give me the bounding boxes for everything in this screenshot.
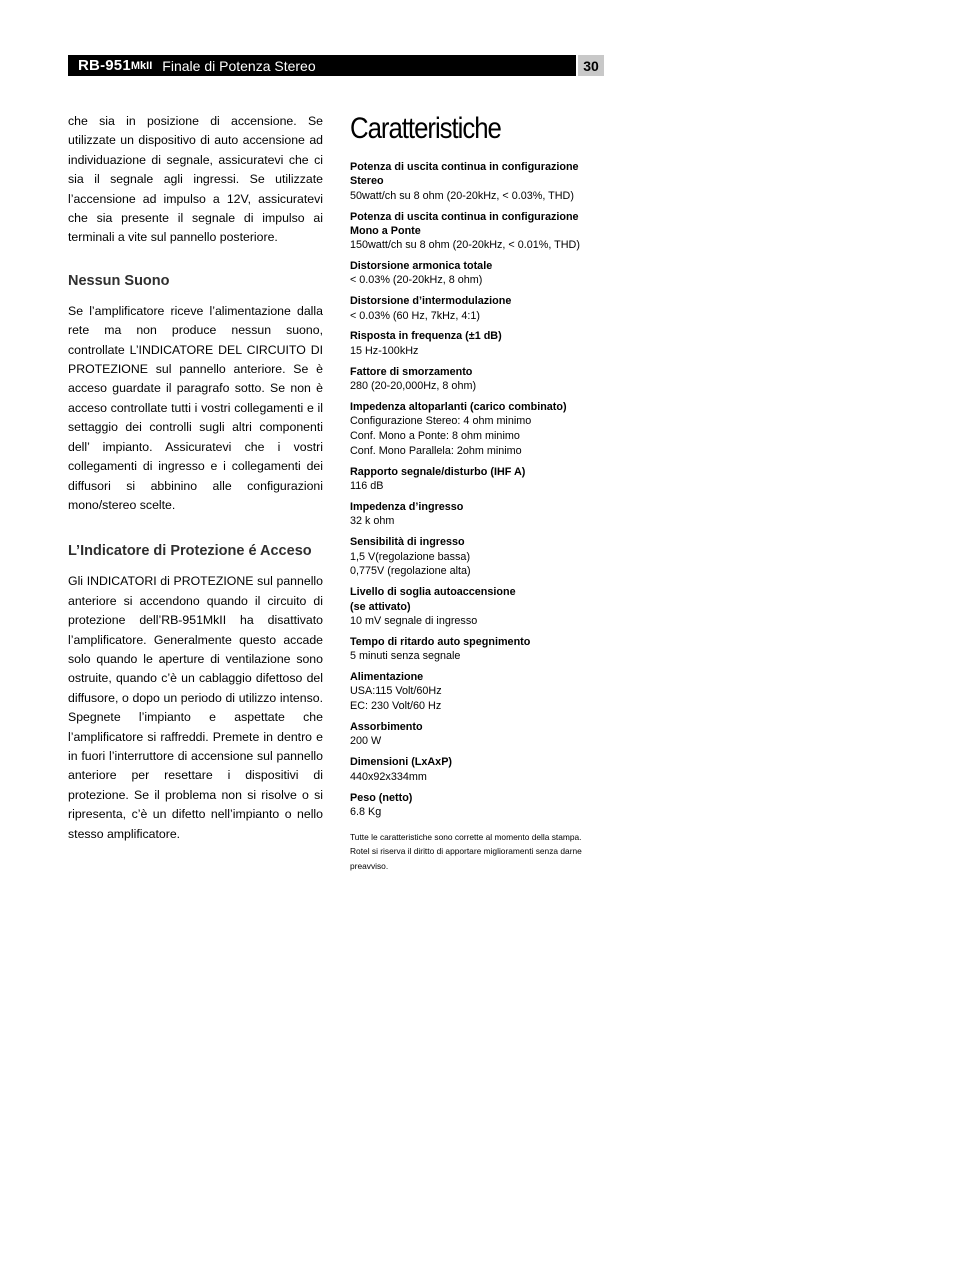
spec-item [350,791,600,820]
spec-item [350,400,600,459]
spec-value: 6.8 Kg [350,805,382,818]
spec-item [350,585,600,629]
spec-value: < 0.03% (60 Hz, 7kHz, 4:1) [350,309,480,322]
spec-value: < 0.03% (20-20kHz, 8 ohm) [350,274,483,287]
spec-label: Impedenza d’ingresso [350,501,464,514]
spec-item [350,329,600,358]
spec-list [350,160,600,820]
paragraph-indicatore-protezione: Gli INDICATORI di PROTEZIONE sul pannello anteriore si accendono quando il circuito di protezione dell’RB-951MkII ha disattivato l’amplificatore. Generalmente questo accade solo quando le aperture di ventilazione sono ostruite, quando c’è un cablaggio difettoso del diffusore, o dopo un periodo di utilizzo intenso. Spegnete l’impianto e aspettate che l’amplificatore si raffreddi. Premete in dentro e in fuori l’interruttore di accensione sul pannello anteriore per resettare i dispositivi di protezione. Se il problema non si risolve o si ripresenta, c’è un difetto nell’impianto o nello stesso amplificatore. [68,574,323,841]
spec-value: 1,5 V(regolazione bassa) 0,775V (regolazione alta) [350,550,471,578]
spec-item [350,500,600,529]
spec-label: Tempo di ritardo auto spegnimento [350,635,531,648]
spec-label: Dimensioni (LxAxP) [350,756,452,769]
spec-item [350,670,600,714]
spec-value: 280 (20-20,000Hz, 8 ohm) [350,379,477,392]
spec-value: 32 k ohm [350,515,395,528]
header-bar [68,55,576,76]
specs-note: Tutte le caratteristiche sono corrette al momento della stampa. Rotel si riserva il diritto di apportare miglioramenti senza darne preavviso. [350,831,582,871]
page-number: 30 [578,55,604,76]
heading-nessun-suono: Nessun Suono [68,272,170,289]
spec-value: Configurazione Stereo: 4 ohm minimo Conf. Mono a Ponte: 8 ohm minimo Conf. Mono Parallela: 2ohm minimo [350,415,532,457]
specs-title: Caratteristiche [350,112,501,145]
spec-label: Sensibilità di ingresso [350,536,465,549]
spec-label: Risposta in frequenza (±1 dB) [350,330,502,343]
spec-item [350,294,600,323]
spec-item [350,210,600,254]
header-title: Finale di Potenza Stereo [162,57,316,74]
left-column [68,112,323,844]
header-model-suffix: MkII [130,59,153,72]
spec-value: 10 mV segnale di ingresso [350,614,478,627]
spec-item [350,635,600,664]
spec-item [350,259,600,288]
spec-value: 150watt/ch su 8 ohm (20-20kHz, < 0.01%, THD) [350,239,580,252]
spec-item [350,465,600,494]
spec-item [350,755,600,784]
spec-value: USA:115 Volt/60Hz EC: 230 Volt/60 Hz [350,685,442,713]
spec-item [350,160,600,204]
spec-label: Fattore di smorzamento [350,365,473,378]
spec-label: Impedenza altoparlanti (carico combinato) [350,400,567,413]
spec-value: 50watt/ch su 8 ohm (20-20kHz, < 0.03%, THD) [350,189,574,202]
spec-label: Rapporto segnale/disturbo (IHF A) [350,465,526,478]
spec-label: Distorsione d’intermodulazione [350,295,512,308]
spec-value: 440x92x334mm [350,770,427,783]
spec-label: Potenza di uscita continua in configurazione Mono a Ponte [350,210,579,237]
spec-label: Peso (netto) [350,791,413,804]
paragraph-nessun-suono: Se l’amplificatore riceve l’alimentazione dalla rete ma non produce nessun suono, controllate L’INDICATORE DEL CIRCUITO DI PROTEZIONE sul pannello anteriore. Se è acceso guardate il paragrafo sotto. Se non è acceso controllate tutti i vostri collegamenti e il settaggio dei controlli sugli altri componenti dell’ impianto. Assicuratevi che i vostri collegamenti di ingresso e i collegamenti dei diffusori si abbinino alle configurazioni mono/stereo scelte. [68,303,323,512]
spec-item [350,535,600,579]
spec-value: 116 dB [350,480,384,493]
specs-column [350,108,600,874]
spec-item [350,365,600,394]
spec-item [350,720,600,749]
spec-label: Potenza di uscita continua in configurazione Stereo [350,161,579,188]
spec-label: Alimentazione [350,671,424,684]
spec-label: Distorsione armonica totale [350,260,493,272]
heading-indicatore-protezione: L’Indicatore di Protezione é Acceso [68,543,312,560]
header-model: RB-951 [78,57,131,74]
paragraph-continued: che sia in posizione di accensione. Se utilizzate un dispositivo di auto accensione ad individuazione di segnale, assicuratevi che ci sia il segnale agli ingressi. Se utilizzate l’accensione ad impulso a 12V, assicuratevi che sia presente il segnale di impulso ai terminali a vite sul pannello posteriore. [68,114,323,245]
spec-label: Livello di soglia autoaccensione (se attivato) [350,586,516,613]
spec-value: 5 minuti senza segnale [350,650,461,663]
spec-value: 15 Hz-100kHz [350,344,419,357]
spec-label: Assorbimento [350,721,423,734]
spec-value: 200 W [350,735,382,748]
